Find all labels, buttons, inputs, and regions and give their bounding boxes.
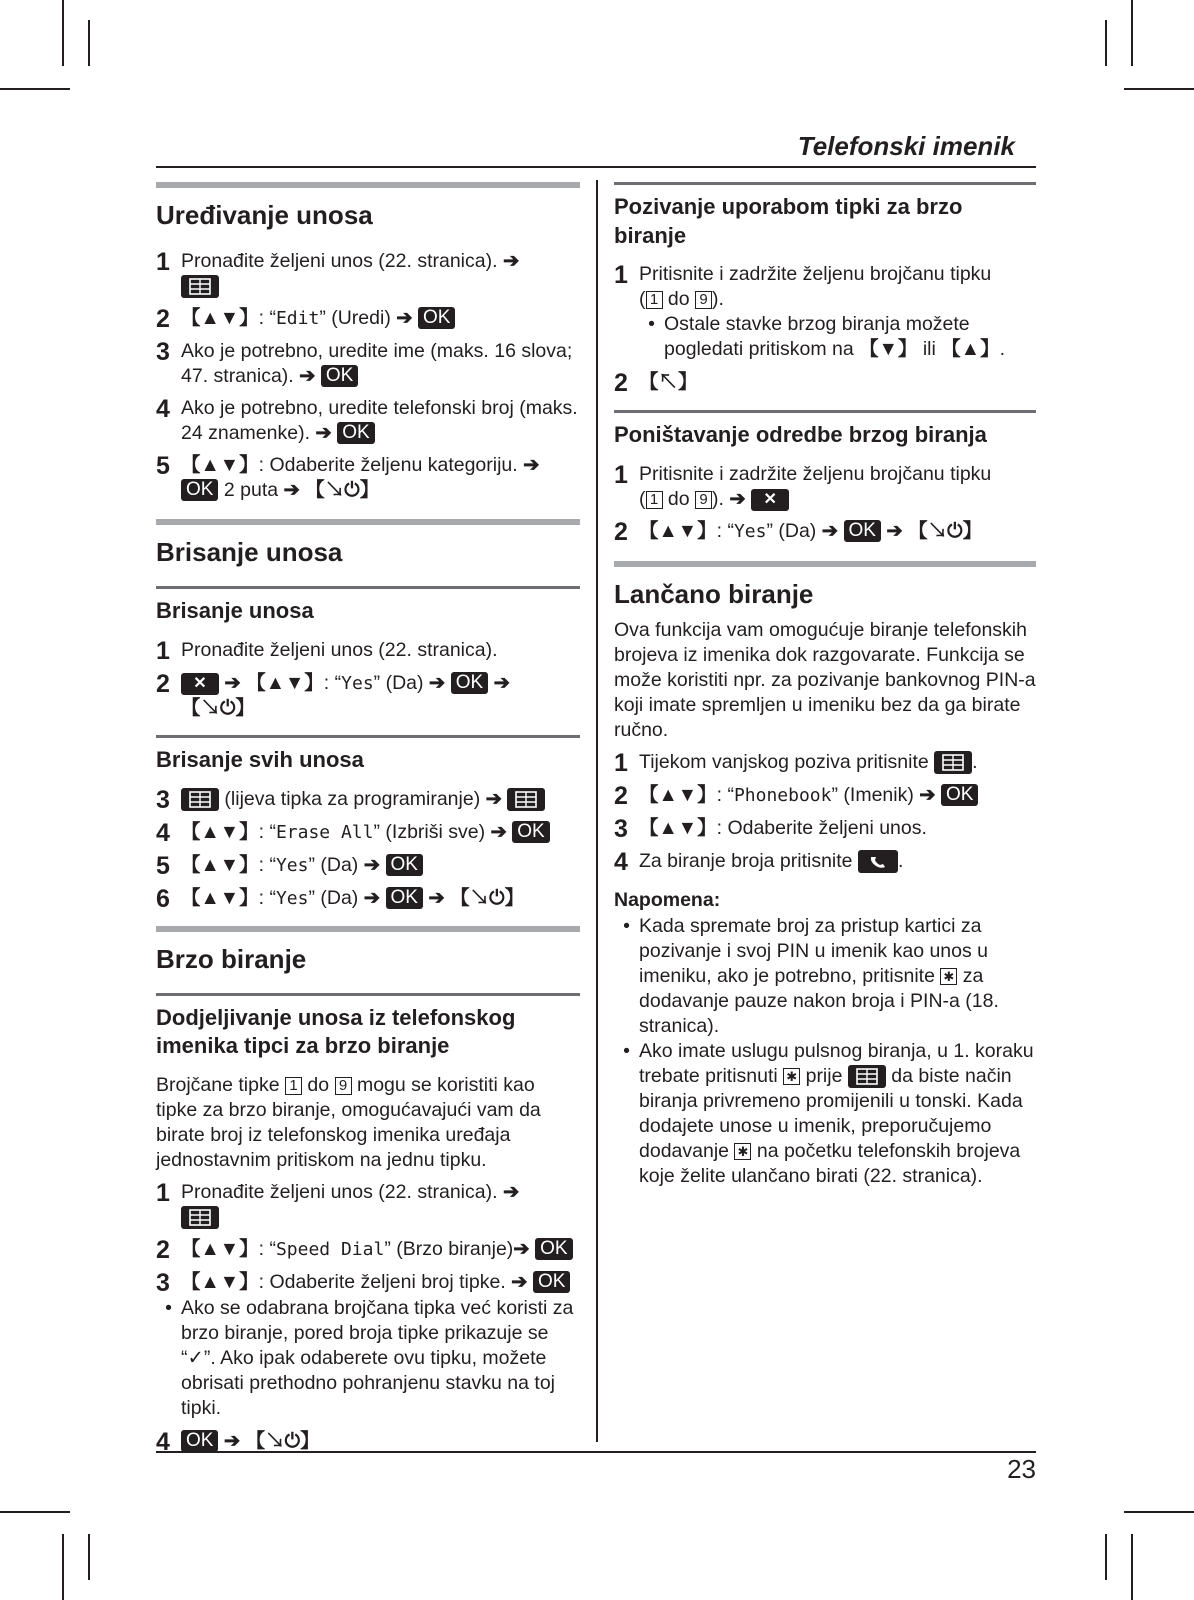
off-key-icon: 【↘⏻】: [305, 479, 380, 502]
ok-key: OK: [386, 887, 423, 909]
crop-mark: [0, 1511, 70, 1513]
intro-paragraph: Brojčane tipke 1 do 9 mogu se koristiti kao tipke za brzo biranje, omogućavajući vam da birate broj iz telefonskog imenika uređaja jednostavnim pritiskom na jednu tipku.: [156, 1073, 541, 1171]
nav-key-icon: 【▲▼】: [181, 1270, 259, 1293]
off-key-icon: 【↘⏻】: [450, 886, 525, 909]
subsection-title: Dodjeljivanje unosa iz telefonskog imenika tipci za brzo biranje: [156, 1004, 516, 1059]
step: 5 【▲▼】: “Yes” (Da) ➔ OK: [156, 853, 580, 879]
page-header-title: Telefonski imenik: [797, 131, 1015, 161]
erase-key-icon: ✕: [181, 673, 219, 695]
left-column: [156, 182, 580, 1462]
star-key-icon: ✱: [940, 968, 957, 985]
crop-mark: [88, 20, 90, 66]
crop-mark: [1105, 20, 1107, 66]
section-title-speed-dial: Brzo biranje: [156, 943, 307, 974]
ok-key: OK: [386, 854, 423, 876]
menu-key-icon: [181, 1206, 219, 1229]
nav-key-icon: 【▲▼】: [181, 853, 259, 876]
off-key-icon: 【↘⏻】: [245, 1429, 320, 1452]
subsection-title: Brisanje svih unosa: [156, 746, 364, 772]
header-rule: [156, 166, 1036, 168]
step: 2 【▲▼】: “Edit” (Uredi) ➔ OK: [156, 306, 580, 332]
ok-key: OK: [512, 821, 549, 843]
nav-key-icon: 【▲▼】: [181, 454, 259, 477]
bullet-item: • Ako se odabrana brojčana tipka već koristi za brzo biranje, pored broja tipke prikazuje se “✓”. Ako ipak odaberete ovu tipku, možete obrisati prethodno pohranjenu stavku na toj tipki.: [165, 1296, 574, 1419]
ok-key: OK: [321, 365, 358, 387]
nav-key-icon: 【▲▼】: [639, 519, 717, 542]
nav-key-icon: 【▲▼】: [639, 816, 717, 839]
step: 4 Za biranje broja pritisnite .: [614, 847, 904, 876]
crop-mark: [62, 1534, 64, 1600]
key-9-icon: 9: [695, 491, 712, 509]
step: 3 (lijeva tipka za programiranje) ➔: [156, 787, 580, 813]
step: 3 Ako je potrebno, uredite ime (maks. 16 slova; 47. stranica). ➔ OK: [156, 338, 573, 388]
subsection-rule: [156, 735, 580, 738]
step: 6 【▲▼】: “Yes” (Da) ➔ OK ➔ 【↘⏻】: [156, 884, 525, 913]
step: 1 Pritisnite i zadržite željenu brojčanu tipku ( 1 do 9 ).: [614, 261, 992, 311]
step: 2 【▲▼】: “Speed Dial” (Brzo biranje)➔ OK: [156, 1237, 580, 1263]
ok-key: OK: [418, 307, 455, 329]
off-key-icon: 【↘⏻】: [908, 519, 983, 542]
ok-key: OK: [844, 520, 881, 542]
key-1-icon: 1: [646, 291, 663, 309]
crop-mark: [1124, 1511, 1194, 1513]
subsection-title: Poništavanje odredbe brzog biranja: [614, 422, 987, 448]
ok-key: OK: [451, 672, 488, 694]
step: 4 【▲▼】: “Erase All” (Izbriši sve) ➔ OK: [156, 820, 580, 846]
ok-key: OK: [941, 784, 978, 806]
note-title: Napomena:: [614, 888, 721, 911]
section-title-edit-entry: Uređivanje unosa: [156, 200, 373, 230]
section-rule: [156, 182, 580, 188]
intro-paragraph: Ova funkcija vam omogućuje biranje telefonskih brojeva iz imenika dok razgovarate. Funkcija se može koristiti npr. za pozivanje bankovnog PIN-a koji imate spremljen u imeniku bez da ga birate ručno.: [614, 618, 1036, 741]
nav-key-icon: 【▲▼】: [181, 1237, 259, 1260]
crop-mark: [1131, 1534, 1133, 1600]
right-column: [614, 182, 1036, 1189]
menu-key-icon: [181, 275, 219, 298]
step: 3 【▲▼】: Odaberite željeni unos.: [614, 814, 927, 843]
section-title-chain-dial: Lančano biranje: [614, 578, 814, 609]
step: 1 Pronađite željeni unos (22. stranica). ➔: [156, 1180, 580, 1230]
crop-mark: [0, 88, 70, 90]
crop-mark: [62, 0, 64, 66]
nav-key-icon: 【▲▼】: [181, 886, 259, 909]
ok-key: OK: [533, 1271, 570, 1293]
key-9-icon: 9: [695, 291, 712, 309]
section-rule: [614, 561, 1036, 567]
crop-mark: [88, 1534, 90, 1580]
star-key-icon: ✱: [783, 1068, 800, 1085]
menu-key-icon: [934, 751, 972, 774]
subsection-rule: [156, 586, 580, 589]
talk-key-icon: 【↖】: [639, 371, 698, 394]
section-rule: [156, 519, 580, 525]
step: 3 【▲▼】: Odaberite željeni broj tipke. ➔ OK: [156, 1270, 580, 1296]
step: 4 OK ➔ 【↘⏻】: [156, 1427, 320, 1456]
crop-mark: [1124, 88, 1194, 90]
menu-key-icon: [848, 1065, 886, 1088]
bullet-item: • Kada spremate broj za pristup kartici za pozivanje i svoj PIN u imenik kao unos u imeniku, ako je potrebno, pritisnite ✱ za dodavanje pauze nakon broja i PIN-a (18. stranica).: [623, 914, 999, 1037]
step: 2 ✕ ➔ 【▲▼】: “Yes” (Da) ➔ OK ➔ 【↘⏻】: [156, 669, 510, 719]
nav-key-icon: 【▲▼】: [246, 671, 324, 694]
talk-key-icon: [858, 850, 898, 873]
subsection-rule: [614, 182, 1036, 185]
bullet-item: • Ostale stavke brzog biranja možete pogledati pritiskom na 【▼】 ili 【▲】.: [648, 313, 1005, 361]
crop-mark: [1131, 0, 1133, 66]
nav-key-icon: 【▲▼】: [181, 307, 259, 330]
section-title-erase-entry: Brisanje unosa: [156, 537, 343, 568]
down-key-icon: 【▼】: [859, 338, 918, 361]
nav-key-icon: 【▲▼】: [181, 820, 259, 843]
step: 2 【↖】: [614, 369, 698, 398]
subsection-title: Brisanje unosa: [156, 598, 314, 624]
subsection-rule: [156, 993, 580, 996]
step: 2 【▲▼】: “Yes” (Da) ➔ OK ➔ 【↘⏻】: [614, 517, 983, 546]
section-rule: [156, 926, 580, 932]
step: 1 Pronađite željeni unos (22. stranica). ➔: [156, 249, 580, 299]
ok-key: OK: [181, 1430, 218, 1452]
key-1-icon: 1: [285, 1077, 302, 1095]
ok-key: OK: [535, 1238, 572, 1260]
up-key-icon: 【▲】: [941, 338, 1000, 361]
off-key-icon: 【↘⏻】: [181, 696, 255, 719]
step: 1 Pronađite željeni unos (22. stranica).: [156, 636, 498, 665]
subsection-rule: [614, 410, 1036, 413]
star-key-icon: ✱: [734, 1143, 751, 1160]
bullet-item: • Ako imate uslugu pulsnog biranja, u 1. koraku trebate pritisnuti ✱ prije da biste način biranja privremeno promijenili u tonski. Kada dodajete unose u imenik, preporučujemo dodavanje ✱ na početku telefonskih brojeva koje želite ulančano birati (22. stranica).: [623, 1039, 1034, 1187]
crop-mark: [1105, 1534, 1107, 1580]
ok-key: OK: [181, 479, 218, 501]
key-9-icon: 9: [335, 1077, 352, 1095]
key-1-icon: 1: [646, 491, 663, 509]
page-number: 23: [1007, 1454, 1036, 1484]
step: 2 【▲▼】: “Phonebook” (Imenik) ➔ OK: [614, 783, 1036, 809]
menu-key-icon: [181, 788, 219, 811]
column-divider: [596, 180, 598, 1442]
ok-key: OK: [337, 422, 374, 444]
step: 1 Tijekom vanjskog poziva pritisnite .: [614, 748, 978, 777]
step: 4 Ako je potrebno, uredite telefonski broj (maks. 24 znamenke). ➔ OK: [156, 395, 578, 445]
nav-key-icon: 【▲▼】: [639, 783, 717, 806]
step: 1 Pritisnite i zadržite željenu brojčanu tipku ( 1 do 9 ). ➔ ✕: [614, 460, 992, 510]
erase-key-icon: ✕: [751, 489, 789, 511]
step: 5 【▲▼】: Odaberite željenu kategoriju. ➔ OK 2 puta ➔ 【↘⏻】: [156, 452, 540, 502]
subsection-title: Pozivanje uporabom tipki za brzo biranje: [614, 194, 963, 248]
menu-key-icon: [507, 788, 545, 811]
